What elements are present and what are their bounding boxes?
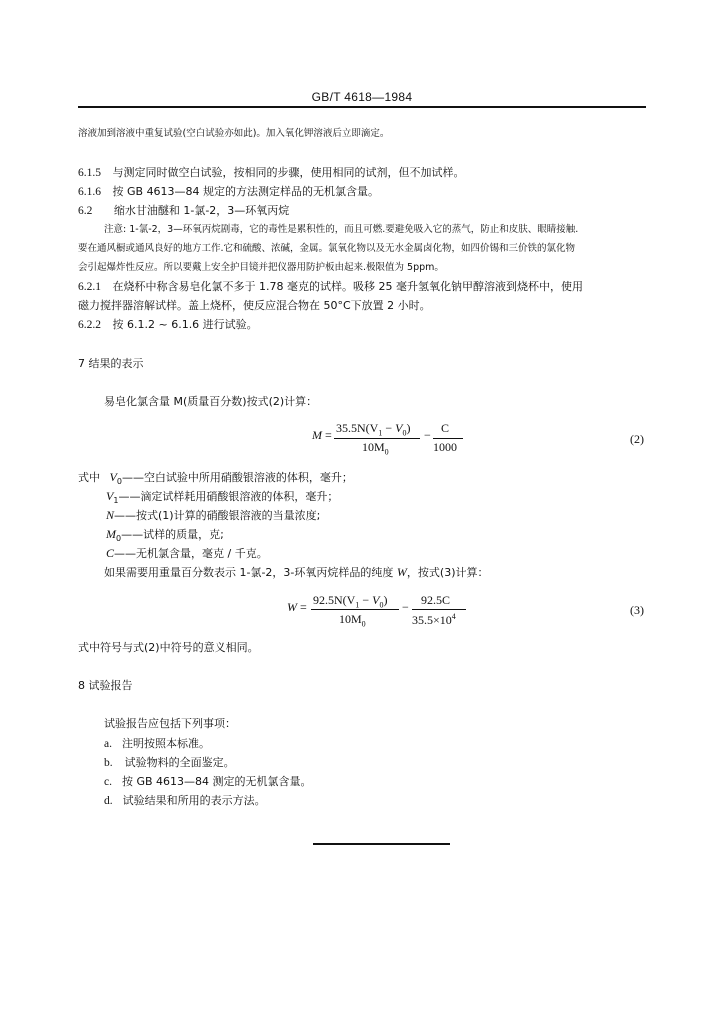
symbols-note: 式中符号与式(2)中符号的意义相同。 xyxy=(78,641,259,654)
clause-number: 6.1.6 xyxy=(78,186,101,198)
clause-text: 按 6.1.2 ~ 6.1.6 进行试验。 xyxy=(112,318,258,331)
clause-text: 与测定同时做空白试验，按相同的步骤，使用相同的试剂，但不加试样。 xyxy=(112,166,465,179)
eq3-denominator-2: $35.5\times 10^4$ xyxy=(412,612,456,627)
definition-n: N——按式(1)计算的硝酸银溶液的当量浓度; xyxy=(106,508,321,522)
clause-text: 缩水甘油醚和 1-氯-2，3—环氧丙烷 xyxy=(113,204,290,217)
safety-note-line-2: 要在通风橱或通风良好的地方工作.它和硫酸、浓碱，金属。氯氧化物以及无水金属卤化物，如四价锡和三价铁的氯化物 xyxy=(78,243,576,254)
clause-number: 6.2.1 xyxy=(78,281,101,293)
eq2-lhs: M xyxy=(312,428,322,442)
clause-6-2 xyxy=(78,204,289,218)
definition-v0: 式中 $V_0——$空白试验中所用硝酸银溶液的体积，毫升； xyxy=(78,470,353,487)
report-item-b: b. 试验物料的全面鉴定。 xyxy=(104,756,235,769)
eq3-numerator-1: $92.5N(V_1 - V_0)$ xyxy=(313,593,388,610)
end-rule xyxy=(313,843,450,845)
eq2-fraction-bar-2 xyxy=(433,438,463,439)
continuation-line: 溶液加到溶液中重复试验(空白试验亦如此)。加入氧化钾溶液后立即滴定。 xyxy=(78,128,390,139)
eq3-minus: − xyxy=(402,600,409,614)
eq2-numerator-1: $35.5N(V_1 - V_0)$ xyxy=(336,421,411,438)
report-item-a: a. 注明按照本标准。 xyxy=(104,737,210,750)
eq3-fraction-bar-2 xyxy=(412,609,466,610)
eq2-numerator-2: C xyxy=(441,421,450,435)
eq2-fraction-bar-1 xyxy=(334,438,420,439)
report-item-d: d. 试验结果和所用的表示方法。 xyxy=(104,794,266,807)
clause-6-2-1-continued: 磁力搅拌器溶解试样。盖上烧杯，使反应混合物在 50°C下放置 2 小时。 xyxy=(78,299,431,312)
eq3-fraction-bar-1 xyxy=(311,609,399,610)
eq2-minus: − xyxy=(424,428,431,442)
clause-text: 在烧杯中称含易皂化氯不多于 1.78 毫克的试样。吸移 25 毫升氢氧化钠甲醇溶液到烧杯中，使用 xyxy=(112,280,583,293)
report-intro: 试验报告应包括下列事项： xyxy=(104,717,236,730)
eq2-number: (2) xyxy=(630,432,644,446)
clause-6-2-1 xyxy=(78,280,583,294)
eq2-denominator-2: 1000 xyxy=(433,440,457,454)
clause-text: 按 GB 4613—84 规定的方法测定样品的无机氯含量。 xyxy=(112,185,380,198)
formula-3-intro: 如果需要用重量百分数表示 1-氯-2，3-环氧丙烷样品的纯度 W，按式(3)计算： xyxy=(104,565,489,579)
document-page: GB/T 4618—1984 溶液加到溶液中重复试验(空白试验亦如此)。加入氧化钾溶液后立即滴定。 6.1.5 与测定同时做空白试验，按相同的步骤，使用相同的试剂，但不加试样。 6.1.6 按 GB 4613—84 规定的方法测定样品的无机氯含量。 6.2 缩水甘油醚和 1-氯-2，3—环氧丙烷 注意: 1-氯-2，3—环氧丙烷剧毒，它的毒性是累积性的，而且可燃.要避免吸入它的蒸气，防止和皮肤、眼睛接触. 要在通风橱或通风良好的地方工作.它和硫酸、浓碱，金属。氯氧化物以及无水金属卤化物，如四价锡和三价铁的氯化物 会引起爆炸性反应。所以要戴上安全护目镜并把仪器用防护板由起来.极限值为 5ppm。 6.2.1 在烧杯中称含易皂化氯不多于 1.78 毫克的试样。吸移 25 毫升氢氧化钠甲醇溶液到烧杯中，使用 磁力搅拌器溶解试样。盖上烧杯，使反应混合物在 50°C下放置 2 小时。 6.2.2 按 6.1.2 ~ 6.1.6 进行试验。 7 结果的表示 易皂化氯含量 M(质量百分数)按式(2)计算： M = $35.5N(V_1 - V_0)$ $10M_0$ − C 1000 (2) 式中 $V_0——$空白试验中所用硝酸银溶液的体积，毫升； $V_1——$滴定试样耗用硝酸银溶液的体积，毫升； N——按式(1)计算的硝酸银溶液的当量浓度; $M_0——$试样的质量，克; C——无机氯含量，毫克 / 千克。 如果需要用重量百分数表示 1-氯-2，3-环氧丙烷样品的纯度 W，按式(3)计算： W = $92.5N(V_1 - V_0)$ $10M_0$ − 92.5C $35.5\times 10^4$ (3) 式中符号与式(2)中符号的意义相同。 8 试验报告 试验报告应包括下列事项： a. 注明按照本标准。 b. 试验物料的全面鉴定。 c. 按 GB 4613—84 测定的无机氯含量。 d. 试验结果和所用的表示方法。 xyxy=(0,0,724,1024)
clause-6-2-2 xyxy=(78,318,258,332)
formula-2-intro: 易皂化氯含量 M(质量百分数)按式(2)计算： xyxy=(104,395,318,408)
clause-number: 6.2.2 xyxy=(78,319,101,331)
section-8-heading: 8 试验报告 xyxy=(78,679,133,692)
eq3-lhs: W xyxy=(287,600,297,614)
header-rule xyxy=(78,106,646,108)
eq3-denominator-1: $10M_0$ xyxy=(339,612,366,629)
header-standard-number: GB/T 4618—1984 xyxy=(311,90,413,104)
section-7-heading: 7 结果的表示 xyxy=(78,357,144,370)
definition-m0: $M_0——$试样的质量，克; xyxy=(106,527,224,544)
safety-note-line-3: 会引起爆炸性反应。所以要戴上安全护目镜并把仪器用防护板由起来.极限值为 5ppm。 xyxy=(78,262,444,273)
eq2-denominator-1: $10M_0$ xyxy=(362,440,389,457)
definition-v1: $V_1——$滴定试样耗用硝酸银溶液的体积，毫升； xyxy=(106,489,339,506)
eq3-number: (3) xyxy=(630,603,644,617)
eq3-numerator-2: 92.5C xyxy=(421,593,451,607)
definition-c: C——无机氯含量，毫克 / 千克。 xyxy=(106,546,268,560)
clause-6-1-5 xyxy=(78,166,465,180)
report-item-c: c. 按 GB 4613—84 测定的无机氯含量。 xyxy=(104,775,312,788)
clause-number: 6.1.5 xyxy=(78,167,101,179)
clause-6-1-6 xyxy=(78,185,379,199)
safety-note-line-1: 注意: 1-氯-2，3—环氧丙烷剧毒，它的毒性是累积性的，而且可燃.要避免吸入它的蒸气，防止和皮肤、眼睛接触. xyxy=(104,224,579,235)
clause-number: 6.2 xyxy=(78,205,93,217)
